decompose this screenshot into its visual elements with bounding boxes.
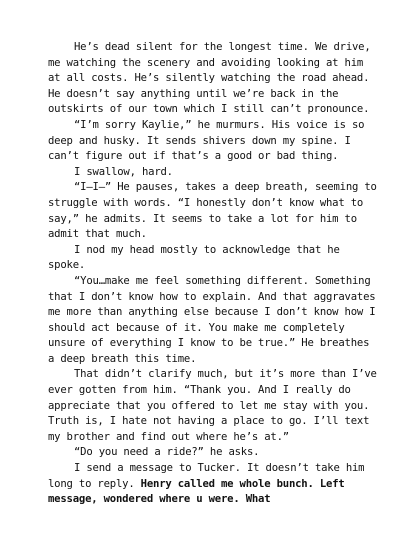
paragraph-2: “I’m sorry Kaylie,” he murmurs. His voice is so deep and husky. It sends shivers down my spine. I can’t figure out if that’s a good or bad thing.	[48, 118, 365, 163]
paragraph-8: “Do you need a ride?” he asks.	[74, 446, 260, 459]
paragraph-7: That didn’t clarify much, but it’s more than I’ve ever gotten from him. “Thank you. And I really do appreciate that you offered to let me stay with you. Truth is, I hate not having a place to go. I’ll text my brother and find out where he’s at.”	[48, 368, 377, 443]
paragraph-1: He’s dead silent for the longest time. We drive, me watching the scenery and avoiding looking at him at all costs. He’s silently watching the road ahead. He doesn’t say anything until we’re back in the outskirts of our town which I still can’t pronounce.	[48, 41, 371, 116]
paragraph-5: I nod my head mostly to acknowledge that he spoke.	[48, 243, 340, 272]
paragraph-4: “I—I—” He pauses, takes a deep breath, seeming to struggle with words. “I honestly don’t know what to say,” he admits. It seems to take a lot for him to admit that much.	[48, 181, 377, 241]
paragraph-9	[48, 461, 380, 508]
document-body	[48, 40, 380, 508]
paragraph-9-bold-text-message: Henry called me whole bunch. Left message, wondered where u were. What	[48, 477, 345, 506]
paragraph-9-plain: I send a message to Tucker. It doesn’t take him long to reply.	[48, 462, 365, 490]
paragraph-3: I swallow, hard.	[74, 165, 173, 178]
paragraph-6: “You…make me feel something different. Something that I don’t know how to explain. And that aggravates me more than anything else because I don’t know how I should act because of it. You make me completely unsure of everything I know to be true.” He breathes a deep breath this time.	[48, 274, 376, 365]
